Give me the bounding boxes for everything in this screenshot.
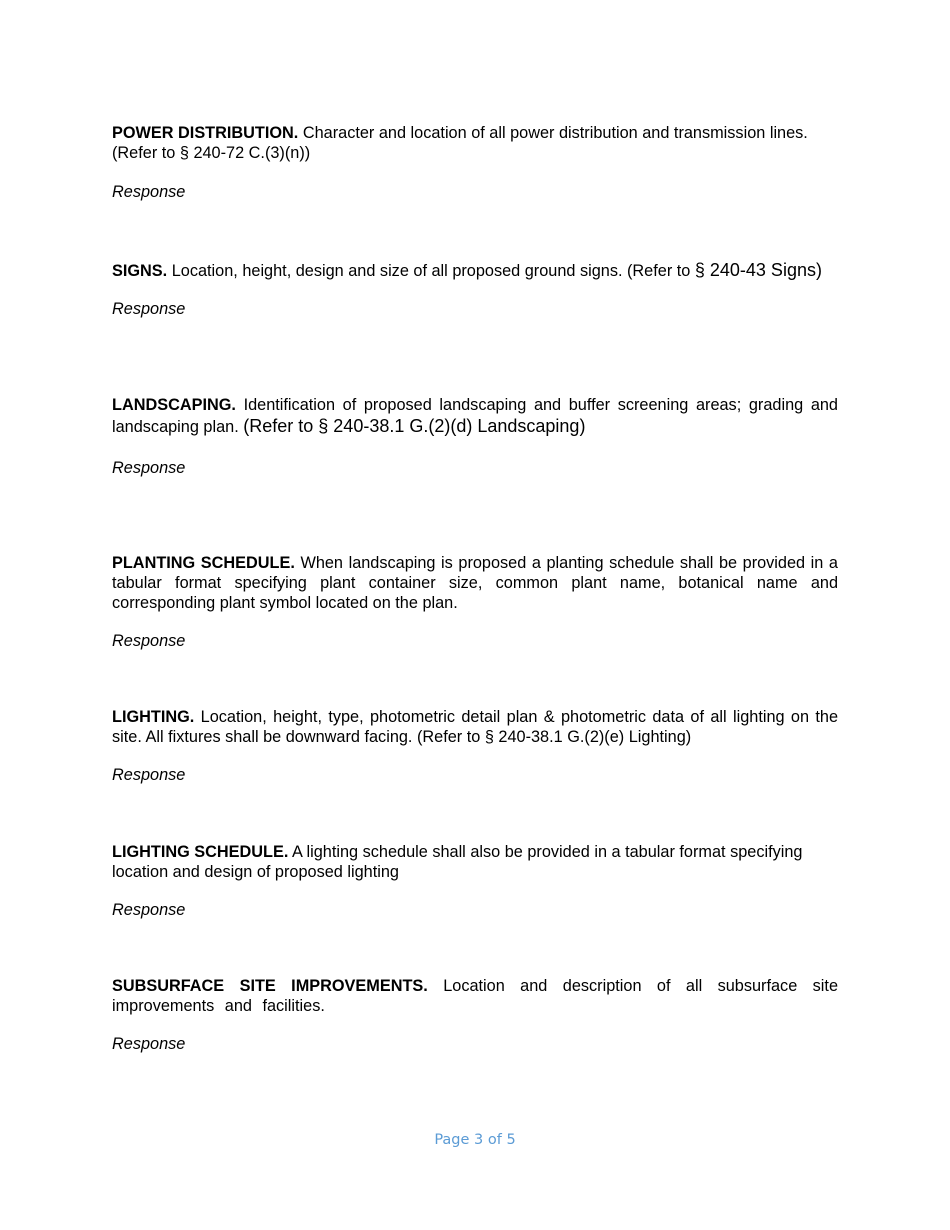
section-text: Location, height, design and size of all proposed ground signs. (Refer to [167, 262, 695, 280]
section-planting-schedule [112, 553, 838, 650]
response-field[interactable]: Response [112, 183, 186, 201]
response-field[interactable]: Response [112, 766, 186, 784]
response-field[interactable]: Response [112, 1035, 186, 1053]
section-text: Character and location of all power distribution and transmission lines. (Refer to § 240-72 C.(3)(n)) [112, 124, 808, 162]
section-paragraph [112, 842, 838, 882]
section-heading: SIGNS. [112, 262, 168, 280]
section-paragraph [112, 976, 838, 1016]
section-heading: POWER DISTRIBUTION. [112, 124, 299, 142]
section-heading: LIGHTING SCHEDULE. [112, 843, 289, 861]
response-field[interactable]: Response [112, 300, 186, 318]
response-field[interactable]: Response [112, 632, 186, 650]
section-landscaping [112, 395, 838, 477]
section-text: A lighting schedule shall also be provided in a tabular format specifying location and design of proposed lighting [112, 843, 803, 881]
section-power-distribution [112, 123, 838, 201]
section-paragraph [112, 260, 838, 281]
section-reference: § 240-43 Signs) [694, 260, 822, 280]
section-text: Location, height, type, photometric detail plan & photometric data of all lighting on the site. All fixtures shall be downward facing. (Refer to § 240-38.1 G.(2)(e) Lighting) [112, 708, 838, 746]
section-heading: PLANTING SCHEDULE. [112, 554, 295, 572]
section-subsurface-site-improvements [112, 976, 838, 1053]
section-heading: LANDSCAPING. [112, 396, 236, 414]
response-field[interactable]: Response [112, 901, 186, 919]
section-paragraph [112, 123, 838, 163]
section-text: When landscaping is proposed a planting schedule shall be provided in a tabular format specifying plant container size, common plant name, botanical name and corresponding plant symbol located on the plan. [112, 554, 838, 612]
response-field[interactable]: Response [112, 459, 186, 477]
section-heading: SUBSURFACE SITE IMPROVEMENTS. [112, 977, 428, 995]
page-number-footer: Page 3 of 5 [434, 1132, 516, 1148]
section-paragraph [112, 553, 838, 613]
section-lighting [112, 707, 838, 784]
section-signs [112, 260, 838, 318]
section-text: Location and description of all subsurface site improvements and facilities. [112, 977, 838, 1015]
section-text: Identification of proposed landscaping and buffer screening areas; grading and landscaping plan. [112, 396, 838, 436]
section-paragraph [112, 395, 838, 438]
section-reference: (Refer to § 240-38.1 G.(2)(d) Landscaping) [243, 416, 586, 436]
section-lighting-schedule [112, 842, 838, 919]
section-heading: LIGHTING. [112, 708, 195, 726]
section-paragraph [112, 707, 838, 747]
